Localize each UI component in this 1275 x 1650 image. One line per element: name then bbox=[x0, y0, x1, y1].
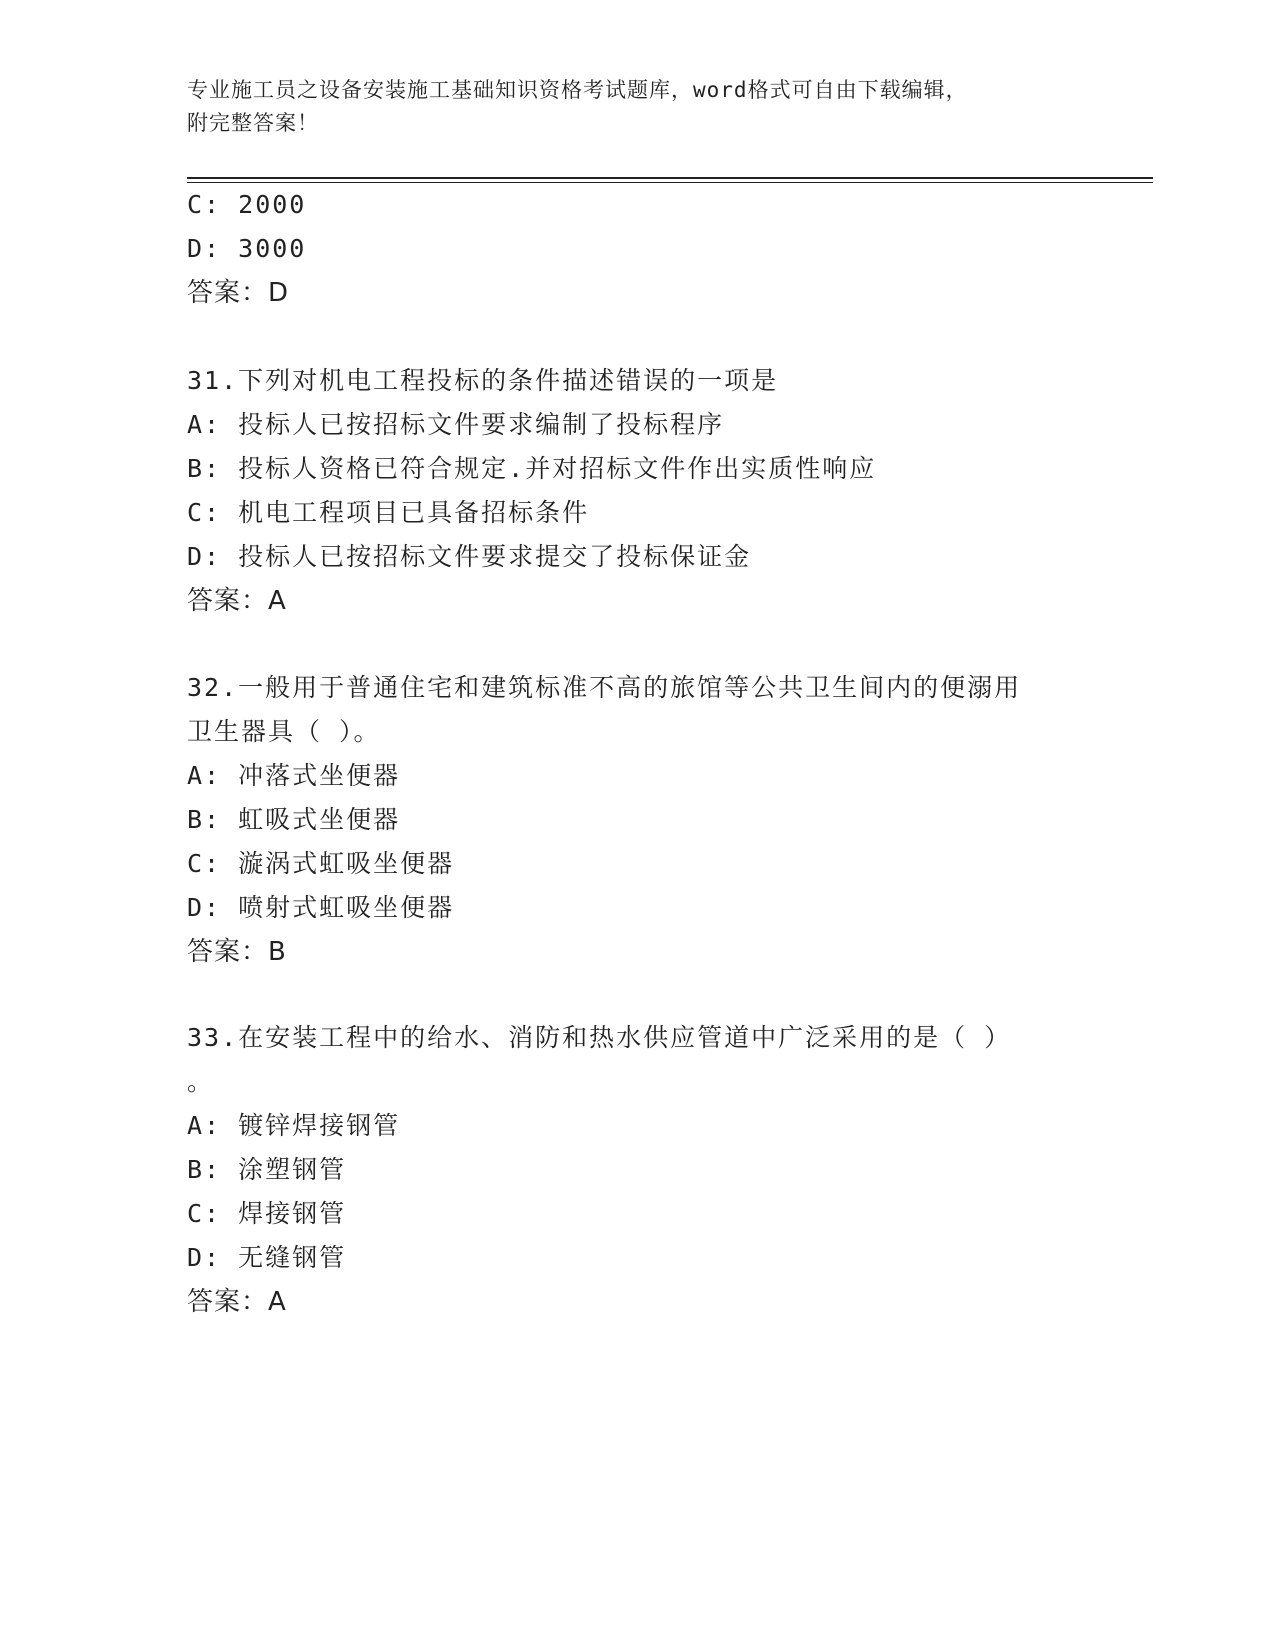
question-32-option-c: C: 漩涡式虹吸坐便器 bbox=[187, 849, 455, 878]
header-divider-thick bbox=[187, 177, 1153, 179]
prev-answer: 答案：D bbox=[187, 278, 290, 308]
prev-option-d: D: 3000 bbox=[187, 234, 307, 263]
header-line-1: 专业施工员之设备安装施工基础知识资格考试题库，word格式可自由下载编辑， bbox=[187, 78, 968, 102]
question-33-answer: 答案：A bbox=[187, 1287, 287, 1317]
question-32-answer: 答案：B bbox=[187, 937, 287, 967]
header-divider-thin bbox=[187, 182, 1153, 183]
question-33-option-c: C: 焊接钢管 bbox=[187, 1199, 347, 1228]
question-31-option-b: B: 投标人资格已符合规定.并对招标文件作出实质性响应 bbox=[187, 454, 877, 483]
question-33-stem-line-2: 。 bbox=[187, 1067, 215, 1096]
question-32-option-d: D: 喷射式虹吸坐便器 bbox=[187, 893, 455, 922]
question-31-stem: 31.下列对机电工程投标的条件描述错误的一项是 bbox=[187, 366, 779, 395]
question-32-stem-line-1: 32.一般用于普通住宅和建筑标准不高的旅馆等公共卫生间内的便溺用 bbox=[187, 673, 1022, 702]
question-33-option-d: D: 无缝钢管 bbox=[187, 1243, 347, 1272]
question-31-option-d: D: 投标人已按招标文件要求提交了投标保证金 bbox=[187, 542, 752, 571]
header-line-2: 附完整答案！ bbox=[187, 111, 319, 135]
document-header bbox=[187, 74, 1067, 140]
question-32-option-a: A: 冲落式坐便器 bbox=[187, 761, 401, 790]
question-32-stem-line-2: 卫生器具（ ）。 bbox=[187, 717, 381, 746]
question-33-option-b: B: 涂塑钢管 bbox=[187, 1155, 347, 1184]
question-33-option-a: A: 镀锌焊接钢管 bbox=[187, 1111, 401, 1140]
question-31-option-c: C: 机电工程项目已具备招标条件 bbox=[187, 498, 590, 527]
prev-option-c: C: 2000 bbox=[187, 190, 307, 219]
question-31-option-a: A: 投标人已按招标文件要求编制了投标程序 bbox=[187, 410, 725, 439]
question-33-stem-line-1: 33.在安装工程中的给水、消防和热水供应管道中广泛采用的是（ ） bbox=[187, 1023, 1012, 1052]
question-31-answer: 答案：A bbox=[187, 586, 287, 616]
question-32-option-b: B: 虹吸式坐便器 bbox=[187, 805, 401, 834]
